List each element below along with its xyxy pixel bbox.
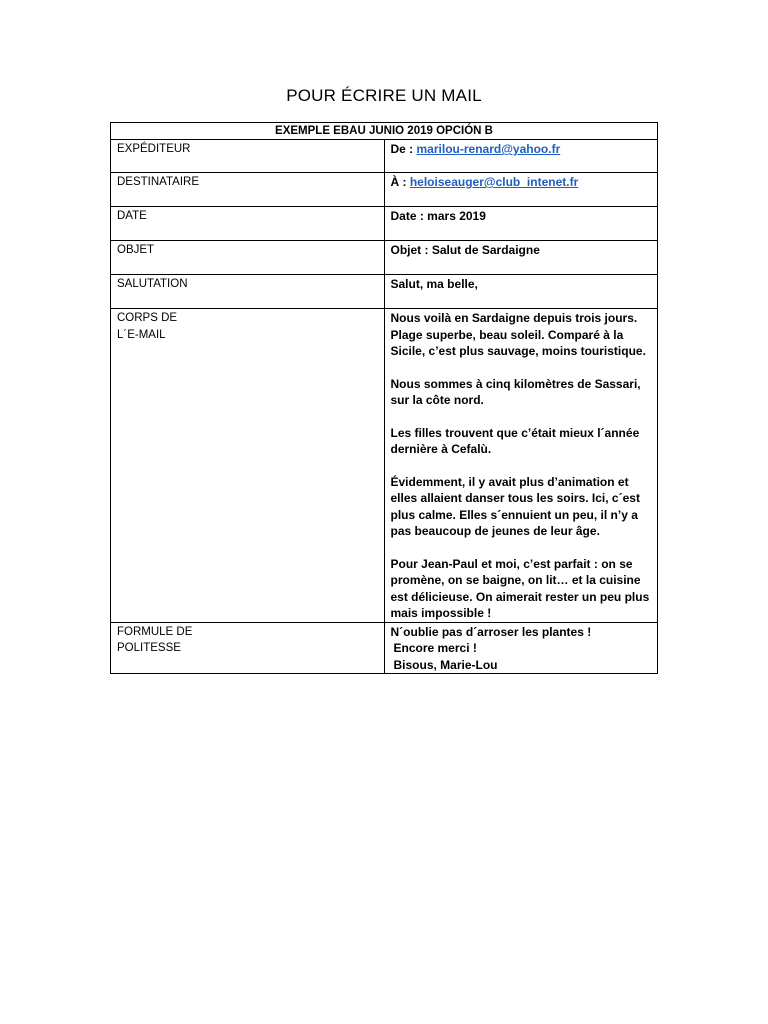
label-formule-line1: FORMULE DE <box>117 625 193 638</box>
table-row <box>111 241 658 275</box>
email-template-table <box>110 122 658 674</box>
label-objet: OBJET <box>111 241 385 275</box>
sender-email-link[interactable]: marilou-renard@yahoo.fr <box>416 142 561 156</box>
page-title: POUR ÉCRIRE UN MAIL <box>286 86 482 105</box>
label-destinataire: DESTINATAIRE <box>111 173 385 207</box>
closing-line: Bisous, Marie-Lou <box>393 657 498 672</box>
label-expediteur: EXPÉDITEUR <box>111 140 385 173</box>
value-objet: Objet : Salut de Sardaigne <box>384 241 658 275</box>
expediteur-prefix: De : <box>390 142 414 156</box>
destinataire-prefix: À : <box>390 175 407 189</box>
closing-line: N´oublie pas d´arroser les plantes ! <box>390 624 592 639</box>
value-formule <box>384 622 658 674</box>
body-paragraph: Évidemment, il y avait plus d’animation et elles allaient danser tous les soirs. Ici, c´est plus calme. Elles s´ennuient un peu, il n’y a pas beaucoup de jeunes de leur âge. <box>390 474 640 538</box>
label-formule-line2: POLITESSE <box>117 642 181 654</box>
body-paragraph: Nous voilà en Sardaigne depuis trois jours. Plage superbe, beau soleil. Comparé à la Sicile, c’est plus sauvage, moins touristique. <box>390 311 646 358</box>
table-row <box>111 275 658 309</box>
body-paragraph: Pour Jean-Paul et moi, c’est parfait : on se promène, on se baigne, on lit… et la cuisine est délicieuse. On aimerait rester un peu plus mais impossible ! <box>390 556 650 620</box>
label-corps-line2: L´E-MAIL <box>117 328 166 341</box>
body-paragraph: Les filles trouvent que c’était mieux l´année dernière à Cefalù. <box>390 425 640 456</box>
value-destinataire <box>384 173 658 207</box>
table-row <box>111 622 658 674</box>
label-corps <box>111 309 385 623</box>
label-corps-line1: CORPS DE <box>117 312 178 324</box>
value-expediteur <box>384 140 658 173</box>
table-row <box>111 309 658 623</box>
closing-line: Encore merci ! <box>393 641 477 655</box>
table-caption: EXEMPLE EBAU JUNIO 2019 OPCIÓN B <box>111 123 658 140</box>
value-salutation: Salut, ma belle, <box>384 275 658 309</box>
label-date: DATE <box>111 207 385 241</box>
table-row <box>111 173 658 207</box>
label-formule <box>111 622 385 674</box>
value-date: Date : mars 2019 <box>384 207 658 241</box>
recipient-email-link[interactable]: heloiseauger@club_intenet.fr <box>409 175 579 189</box>
table-row <box>111 207 658 241</box>
body-paragraph: Nous sommes à cinq kilomètres de Sassari, sur la côte nord. <box>390 376 641 407</box>
value-corps <box>384 309 658 623</box>
label-salutation: SALUTATION <box>111 275 385 309</box>
table-row <box>111 140 658 173</box>
